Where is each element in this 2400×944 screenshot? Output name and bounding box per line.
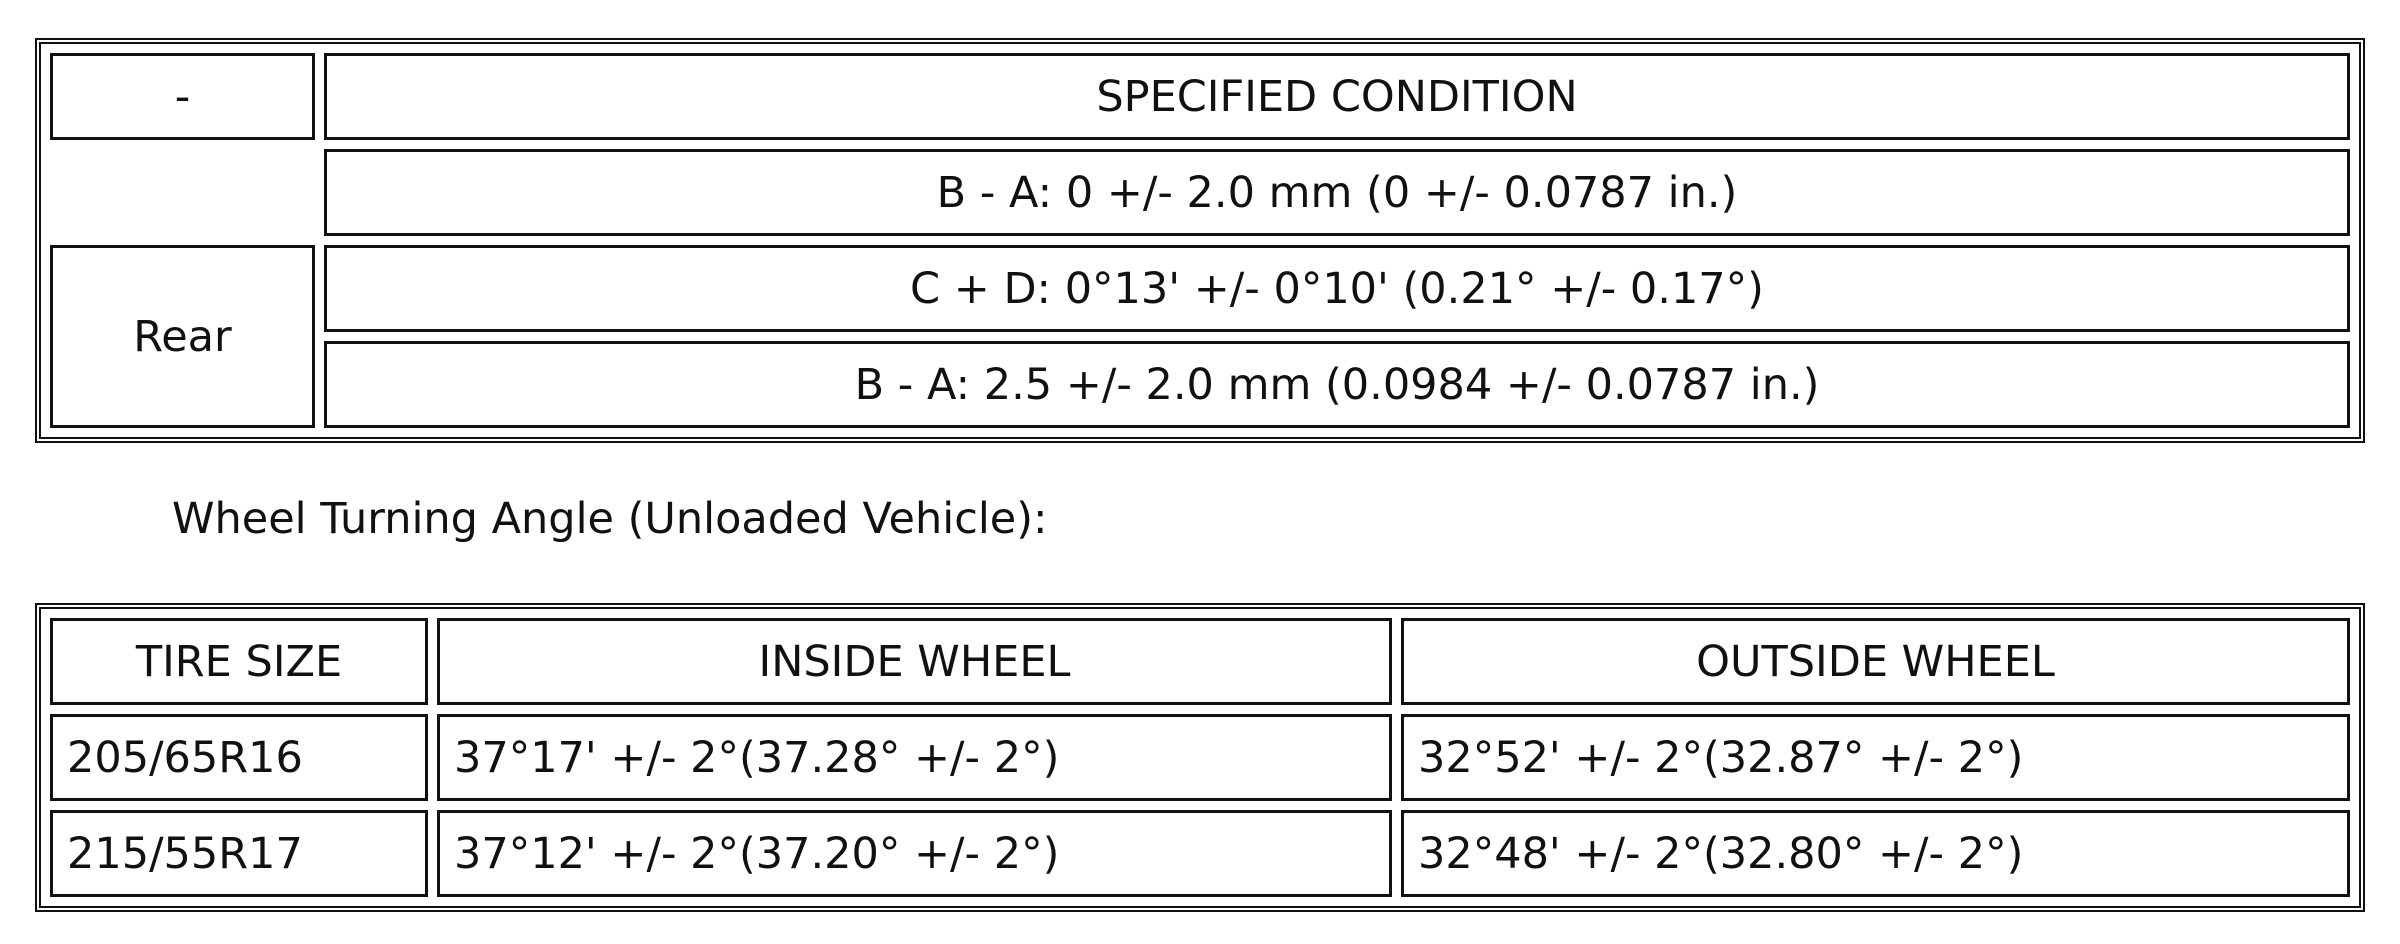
rear-camber-value: C + D: 0°13' +/- 0°10' (0.21° +/- 0.17°) [324, 245, 2350, 332]
outside-wheel-cell: 32°52' +/- 2°(32.87° +/- 2°) [1401, 714, 2350, 801]
table-row [50, 245, 2350, 332]
table-row [50, 53, 2350, 140]
header-specified-condition: SPECIFIED CONDITION [324, 53, 2350, 140]
wheel-turning-angle-table [35, 603, 2365, 912]
rear-toe-value: B - A: 2.5 +/- 2.0 mm (0.0984 +/- 0.0787 in.) [324, 341, 2350, 428]
table-row [50, 149, 2350, 236]
outside-wheel-cell: 32°48' +/- 2°(32.80° +/- 2°) [1401, 810, 2350, 897]
header-dash-cell: - [50, 53, 315, 140]
tire-size-cell: 205/65R16 [50, 714, 428, 801]
inside-wheel-cell: 37°12' +/- 2°(37.20° +/- 2°) [437, 810, 1392, 897]
front-toe-value: B - A: 0 +/- 2.0 mm (0 +/- 0.0787 in.) [324, 149, 2350, 236]
tire-size-cell: 215/55R17 [50, 810, 428, 897]
table-row [50, 810, 2350, 897]
specified-condition-table [35, 38, 2365, 443]
column-header-inside-wheel: INSIDE WHEEL [437, 618, 1392, 705]
wheel-turning-angle-heading: Wheel Turning Angle (Unloaded Vehicle): [172, 494, 1048, 544]
inside-wheel-cell: 37°17' +/- 2°(37.28° +/- 2°) [437, 714, 1392, 801]
table-header-row [50, 618, 2350, 705]
table-row [50, 341, 2350, 428]
table-row [50, 714, 2350, 801]
column-header-outside-wheel: OUTSIDE WHEEL [1401, 618, 2350, 705]
blank-cell [50, 149, 315, 236]
rear-label-cell: Rear [50, 245, 315, 428]
column-header-tire-size: TIRE SIZE [50, 618, 428, 705]
